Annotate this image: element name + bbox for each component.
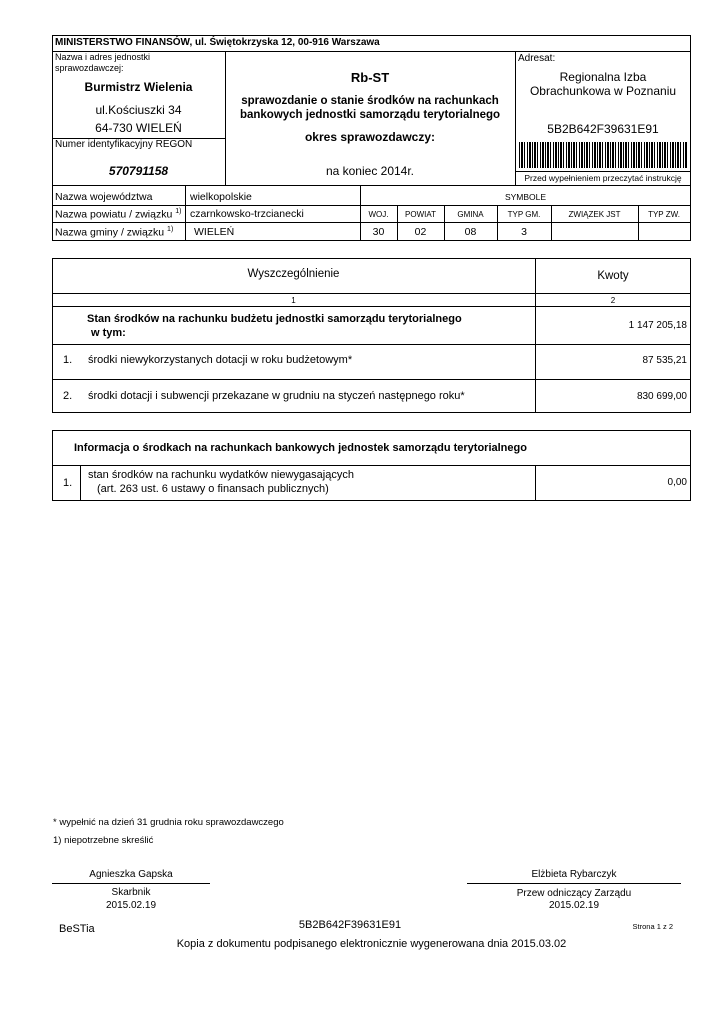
footer-document-id: 5B2B642F39631E91: [298, 919, 402, 931]
signature-left-line: [52, 883, 210, 884]
signature-right-name: Elżbieta Rybarczyk: [531, 869, 617, 880]
barcode-image: [519, 142, 687, 168]
table2-title: Informacja o środkach na rachunkach bankowych jednostek samorządu terytorialnego: [74, 442, 527, 454]
footer-app-name: BeSTia: [59, 923, 95, 935]
table2-row1-value: 0,00: [667, 477, 687, 488]
instruction-note: Przed wypełnieniem przeczytać instrukcję: [524, 173, 682, 183]
symbole-label: SYMBOLE: [504, 192, 547, 202]
wojewodztwo-label: Nazwa województwa: [55, 191, 153, 203]
table1-main-label-line1: Stan środków na rachunku budżetu jednostki samorządu terytorialnego: [87, 313, 462, 325]
form-code: Rb-ST: [350, 70, 390, 85]
unit-name-label: Nazwa i adres jednostki sprawozdawczej:: [55, 52, 151, 73]
signature-right-date: 2015.02.19: [548, 900, 600, 911]
table1-row2-value: 830 699,00: [636, 391, 687, 402]
footer-page-number: Strona 1 z 2: [632, 922, 673, 931]
symbol-value-woj: 30: [372, 226, 385, 238]
table1-col-header-description: Wyszczególnienie: [247, 268, 340, 280]
adresat-line1: Regionalna Izba: [559, 70, 647, 84]
period-label: okres sprawozdawczy:: [304, 130, 436, 144]
period-value: na koniec 2014r.: [325, 164, 415, 178]
table1-main-value: 1 147 205,18: [628, 320, 687, 331]
table1-row1-label: środki niewykorzystanych dotacji w roku budżetowym*: [88, 354, 353, 366]
powiat-label: Nazwa powiatu / związku $^{1)}$: [55, 208, 182, 221]
symbol-header-woj: WOJ.: [368, 210, 389, 219]
table2-row1-label-line1: stan środków na rachunku wydatków niewygasających: [88, 469, 354, 481]
powiat-value: czarnkowsko-trzcianecki: [190, 208, 304, 220]
table1-main-label-line2: w tym:: [91, 327, 126, 339]
footnote-1: * wypełnić na dzień 31 grudnia roku sprawozdawczego: [53, 817, 284, 828]
wojewodztwo-value: wielkopolskie: [190, 191, 252, 203]
regon-label: Numer identyfikacyjny REGON: [55, 139, 193, 150]
symbol-header-typ-gm: TYP GM.: [507, 210, 541, 219]
form-description-line1: sprawozdanie o stanie środków na rachunkach: [241, 95, 499, 107]
symbol-header-typ-zw: TYP ZW.: [648, 210, 680, 219]
table1-row1-number: 1.: [63, 354, 73, 366]
table1-row1-value: 87 535,21: [642, 355, 687, 366]
table1-col-number-1: 1: [291, 296, 296, 305]
symbol-header-zwiazek: ZWIĄZEK JST: [568, 210, 621, 219]
symbol-value-typ-gm: 3: [521, 226, 527, 238]
gmina-value: WIELEŃ: [194, 226, 235, 238]
table1-row2-label: środki dotacji i subwencji przekazane w grudniu na styczeń następnego roku*: [88, 390, 465, 402]
table1-col-number-2: 2: [610, 296, 616, 305]
signature-left-role: Skarbnik: [111, 887, 151, 898]
signature-left-date: 2015.02.19: [105, 900, 157, 911]
footer-copy-note: Kopia z dokumentu podpisanego elektronicznie wygenerowana dnia 2015.03.02: [176, 938, 567, 950]
symbol-value-gmina: 08: [464, 226, 477, 238]
table1-row2-number: 2.: [63, 390, 73, 402]
symbol-header-powiat: POWIAT: [405, 210, 436, 219]
signature-right-line: [467, 883, 681, 884]
ministry-header: MINISTERSTWO FINANSÓW, ul. Świętokrzyska 12, 00-916 Warszawa: [55, 37, 380, 48]
symbol-header-gmina: GMINA: [457, 210, 484, 219]
gmina-label: Nazwa gminy / związku $^{1)}$: [55, 226, 174, 239]
signature-right-role: Przew odniczący Zarządu: [516, 888, 632, 899]
unit-street: ul.Kościuszki 34: [95, 103, 182, 117]
adresat-label: Adresat:: [518, 53, 556, 64]
unit-name: Burmistrz Wielenia: [84, 80, 193, 94]
footnote-2: 1) niepotrzebne skreślić: [53, 835, 154, 846]
signature-left-name: Agnieszka Gapska: [89, 869, 173, 880]
adresat-line2: Obrachunkowa w Poznaniu: [529, 84, 677, 98]
table1-col-header-amounts: Kwoty: [597, 270, 629, 282]
table2-row1-number: 1.: [63, 477, 73, 489]
form-description-line2: bankowych jednostki samorządu terytorialnego: [239, 109, 501, 121]
table2-row1-label-line2: (art. 263 ust. 6 ustawy o finansach publicznych): [97, 483, 329, 495]
regon-value: 570791158: [108, 164, 169, 178]
unit-city: 64-730 WIELEŃ: [95, 121, 182, 135]
document-id: 5B2B642F39631E91: [547, 122, 659, 136]
symbol-value-powiat: 02: [414, 226, 427, 238]
